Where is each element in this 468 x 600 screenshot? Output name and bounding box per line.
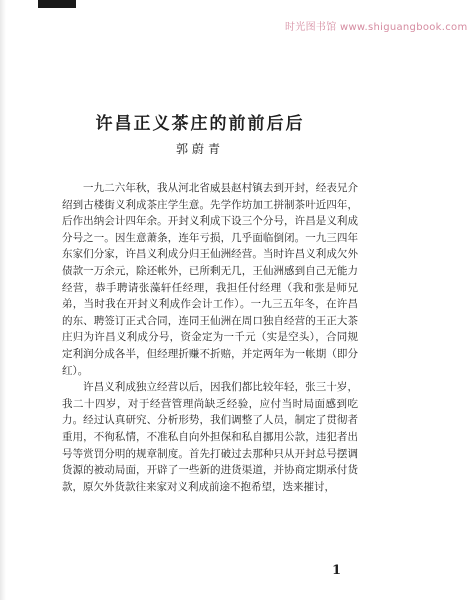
site-watermark: 时光图书馆 www.shiguangbook.com xyxy=(285,22,468,33)
paragraph-1: 一九二六年秋，我从河北省威县赵村镇去到开封，经表兄介绍到古楼街义利成茶庄学生意。先学作坊加工拼制茶叶近四年，后作出纳会计四年余。开封义利成下设三个分号，许昌是义利成分号之一。因生意萧条，连年亏损，几乎面临倒闭。一九三四年东家们分家，许昌义利成分归王仙洲经营。当时许昌义利成欠外债款一万余元，除还帐外，已所剩无几，王仙洲感到自己无能力经营，恭手聘请张藻轩任经理，我担任付经理（我和张是师兄弟，当时我在开封义利成作会计工作）。一九三五年冬，在许昌的东、聘签订正式合同，连同王仙洲在周口独自经营的王正大茶庄归为许昌义利成分号，资金定为一千元（实是空头），合同规定利润分成各半，但经理折赚不折赔，并定两年为一帐期（即分红）。 xyxy=(62,182,358,377)
article-body xyxy=(62,180,358,495)
top-edge-mark xyxy=(38,0,76,8)
page-edge-shadow xyxy=(0,0,6,600)
page-number: 1 xyxy=(332,563,342,578)
paragraph-2: 许昌义利成独立经营以后，因我们都比较年轻，张三十岁，我二十四岁，对于经营管理尚缺乏经验，应付当时局面感到吃力。经过认真研究、分析形势，我们调整了人员，制定了贯彻者重用，不徇私情，不准私自向外担保和私自挪用公款，违犯者出号等赏罚分明的规章制度。首先打破过去那种只从开封总号摆调货源的被动局面，开辟了一些新的进货渠道，并协商定期承付货款，原欠外货款往来家对义利成前途不抱希望，迭来摧讨， xyxy=(62,381,358,493)
article-title: 许昌正义茶庄的前前后后 xyxy=(95,114,305,135)
author-name: 郭蔚青 xyxy=(175,142,224,156)
